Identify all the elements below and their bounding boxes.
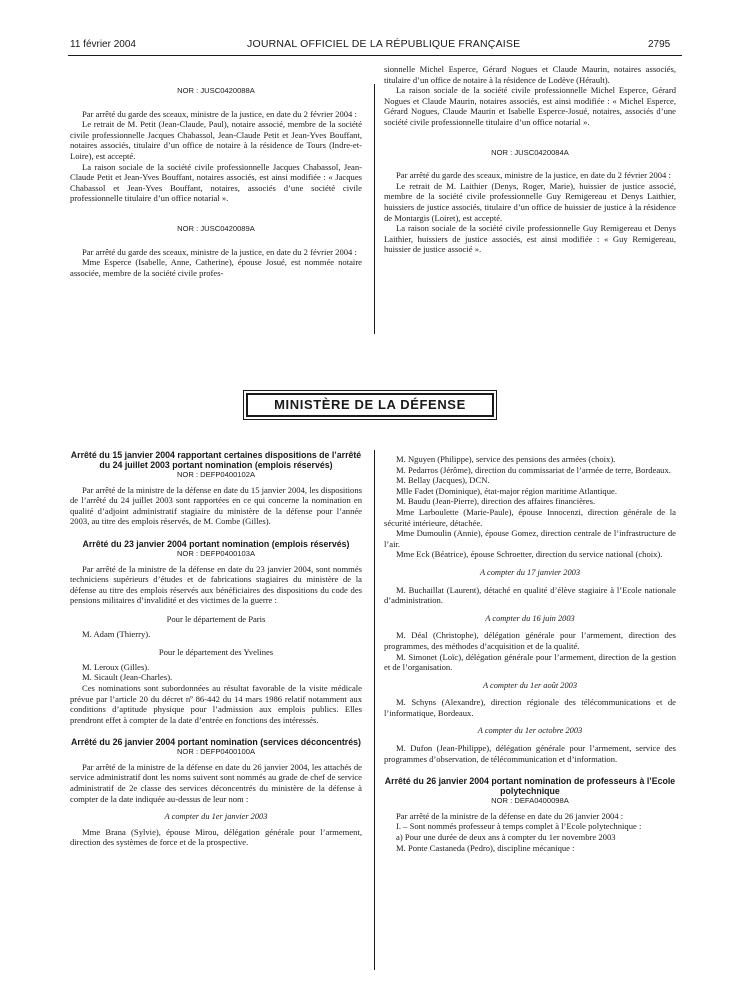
page-number: 2795 xyxy=(648,39,671,50)
nominee: Mme Brana (Sylvie), épouse Mirou, délégation générale pour l’armement, direction des systèmes de force et de la prospective. xyxy=(70,826,362,848)
nominee: M. Ponte Castaneda (Pedro), discipline mécanique : xyxy=(396,842,575,853)
paragraph: Le retrait de M. Laithier (Denys, Roger, Marie), huissier de justice associé, membre de la société civile professionnelle Guy Remigereau et Denys Laithier, huissiers de justice associés, titulaire d’un office de huissier de justice à la résidence de Montargis (Loiret), est accepté. xyxy=(384,180,676,223)
nominee: M. Sicault (Jean-Charles). xyxy=(82,672,173,683)
nominee: M. Leroux (Gilles). xyxy=(82,661,150,672)
header-rule xyxy=(68,55,682,56)
nominee: Mme Eck (Béatrice), épouse Schroetter, direction du service national (choix). xyxy=(396,549,663,560)
nor-reference: NOR : DEFP0400100A xyxy=(176,747,256,757)
nominee: Mme Dumoulin (Annie), épouse Gomez, direction centrale de l’infrastructure de l’air. xyxy=(384,528,676,549)
top-left-column xyxy=(70,86,362,278)
bottom-right-column xyxy=(384,454,676,853)
bottom-left-column xyxy=(70,450,362,848)
decree-title: Arrêté du 26 janvier 2004 portant nomination (services déconcentrés) xyxy=(71,737,361,748)
paragraph: Par arrêté de la ministre de la défense en date du 26 janvier 2004 : xyxy=(396,810,624,821)
nor-reference: NOR : JUSC0420084A xyxy=(491,147,569,157)
department-heading: Pour le département de Paris xyxy=(166,613,266,624)
nominee: M. Déal (Christophe), délégation générale pour l’armement, direction des programmes, des méthodes d’acquisition et de la qualité. xyxy=(384,630,676,651)
paragraph: Par arrêté de la ministre de la défense en date du 23 janvier 2004, sont nommés techniciens supérieurs d’études et de fabrications stagiaires du ministère de la défense au titre des emplois réservés aux bénéficiaires des dispositions du code des pensions militaires d’invalidité et des victimes de la guerre : xyxy=(70,563,362,606)
paragraph: La raison sociale de la société civile professionnelle Jacques Chabassol, Jean-Claude Petit et Jean-Yves Bouffant, notaires associés, est ainsi modifiée : « Jacques Chabassol et Jean-Yves Bouffant, notaires, associés d’une société civile professionnelle titulaire d’un office notarial ». xyxy=(70,161,362,204)
nominee: M. Nguyen (Philippe), service des pensions des armées (choix). xyxy=(396,454,616,464)
paragraph: Par arrêté du garde des sceaux, ministre de la justice, en date du 2 février 2004 : xyxy=(396,170,671,181)
decree-title: Arrêté du 23 janvier 2004 portant nomination (emplois réservés) xyxy=(82,538,350,549)
paragraph: Le retrait de M. Petit (Jean-Claude, Paul), notaire associé, membre de la société civile professionnelle Jacques Chabassol, Jean-Claude Petit et Jean-Yves Bouffant, notaires associés, titulaire d’un office de notaire à la résidence de Tours (Indre-et-Loire), est accepté. xyxy=(70,119,362,161)
nominee: M. Dufon (Jean-Philippe), délégation générale pour l’armement, service des programmes d’observation, de télécommunication et d’information. xyxy=(384,743,676,764)
nominee: M. Bellay (Jacques), DCN. xyxy=(396,475,490,486)
paragraph: Ces nominations sont subordonnées au résultat favorable de la visite médicale prévue par l’article 20 du décret nº 86-442 du 14 mars 1986 relatif notamment aux conditions d’aptitude physique pour l’admission aux emplois publics. Elles prendront effet à compter de la date d’entrée en fonctions des intéressés. xyxy=(70,682,362,725)
effective-date-heading: A compter du 1er août 2003 xyxy=(482,680,578,690)
effective-date-heading: A compter du 17 janvier 2003 xyxy=(479,567,581,577)
department-heading: Pour le département des Yvelines xyxy=(158,647,274,658)
paragraph: La raison sociale de la société civile professionnelle Michel Esperce, Gérard Nogues et Claude Maurin, notaires associés, est ainsi modifiée : « Michel Esperce, Gérard Nogues, Claude Maurin et Isabelle Esperce-Josué, notaires, associés d’une société civile professionnelle titulaire d’un office notarial ». xyxy=(384,85,676,127)
effective-date-heading: A compter du 16 juin 2003 xyxy=(485,613,575,623)
paragraph: Par arrêté du garde des sceaux, ministre de la justice, en date du 2 février 2004 : xyxy=(82,108,357,119)
nominee: Mme Larboulette (Marie-Paule), épouse Innocenzi, direction générale de la sécurité intérieure, détachée. xyxy=(384,506,676,528)
decree-title: Arrêté du 15 janvier 2004 rapportant certaines dispositions de l’arrêté du 24 juillet 2003 portant nomination (emplois réservés) xyxy=(70,450,362,470)
paragraph: Par arrêté du garde des sceaux, ministre de la justice, en date du 2 février 2004 : xyxy=(82,246,357,257)
column-divider xyxy=(374,450,375,970)
top-right-column xyxy=(384,64,676,255)
ministry-banner: MINISTÈRE DE LA DÉFENSE xyxy=(246,393,494,417)
nominee: M. Buchaillat (Laurent), détaché en qualité d’élève stagiaire à l’Ecole nationale d’administration. xyxy=(384,584,676,606)
nominee: M. Simonet (Loïc), délégation générale pour l’armement, direction de la gestion et de l’organisation. xyxy=(384,651,676,673)
nor-reference: NOR : DEFP0400102A xyxy=(176,470,256,479)
effective-date-heading: A compter du 1er janvier 2003 xyxy=(164,812,268,822)
nominee: M. Adam (Thierry). xyxy=(82,628,151,639)
nor-reference: NOR : DEFA0400098A xyxy=(491,796,569,806)
nominee: Mlle Fadet (Dominique), état-major région maritime Atlantique. xyxy=(396,485,617,496)
nor-reference: NOR : DEFP0400103A xyxy=(176,548,256,558)
column-divider xyxy=(374,84,375,334)
paragraph: sionnelle Michel Esperce, Gérard Nogues et Claude Maurin, notaires associés, titulaire d’un office de notaire à la résidence de Lodève (Hérault). xyxy=(384,64,676,85)
paragraph: Par arrêté de la ministre de la défense en date du 15 janvier 2004, les dispositions de l’arrêté du 24 juillet 2003 sont rapportées en ce qui concerne la nomination en qualité d’adjoint administratif stagiaire du ministère de la défense pour l’année 2003, au titre des emplois réservés, de M. Combe (Gilles). xyxy=(70,484,362,527)
nominee: M. Pedarros (Jérôme), direction du commissariat de l’armée de terre, Bordeaux. xyxy=(396,464,671,475)
decree-title: Arrêté du 26 janvier 2004 portant nomination de professeurs à l’Ecole polytechnique xyxy=(384,776,676,797)
header-date: 11 février 2004 xyxy=(70,39,136,50)
nor-reference: NOR : JUSC0420088A xyxy=(177,86,255,95)
effective-date-heading: A compter du 1er octobre 2003 xyxy=(477,726,583,736)
paragraph: a) Pour une durée de deux ans à compter du 1er novembre 2003 xyxy=(396,832,616,843)
paragraph: Mme Esperce (Isabelle, Anne, Catherine), épouse Josué, est nommée notaire associée, membre de la société civile profes- xyxy=(70,257,362,278)
nominee: M. Schyns (Alexandre), direction régionale des télécommunications et de l’informatique, Bordeaux. xyxy=(384,697,676,718)
paragraph: Par arrêté de la ministre de la défense en date du 26 janvier 2004, les attachés de service administratif dont les noms suivent sont nommés au grade de chef de service administratif de 2e classe des services déconcentrés du ministère de la défense à compter de la date indiquée au-dessus de leur nom : xyxy=(70,761,362,804)
nor-reference: NOR : JUSC0420089A xyxy=(177,223,255,233)
nominee: M. Baudu (Jean-Pierre), direction des affaires financières. xyxy=(396,496,596,507)
journal-title: JOURNAL OFFICIEL DE LA RÉPUBLIQUE FRANÇAISE xyxy=(247,38,521,50)
paragraph: La raison sociale de la société civile professionnelle Guy Remigereau et Denys Laithier, huissiers de justice associés, est ainsi modifiée : « Guy Remigereau, huissier de justice associé ». xyxy=(384,223,676,255)
paragraph: I. – Sont nommés professeur à temps complet à l’Ecole polytechnique : xyxy=(396,821,642,832)
